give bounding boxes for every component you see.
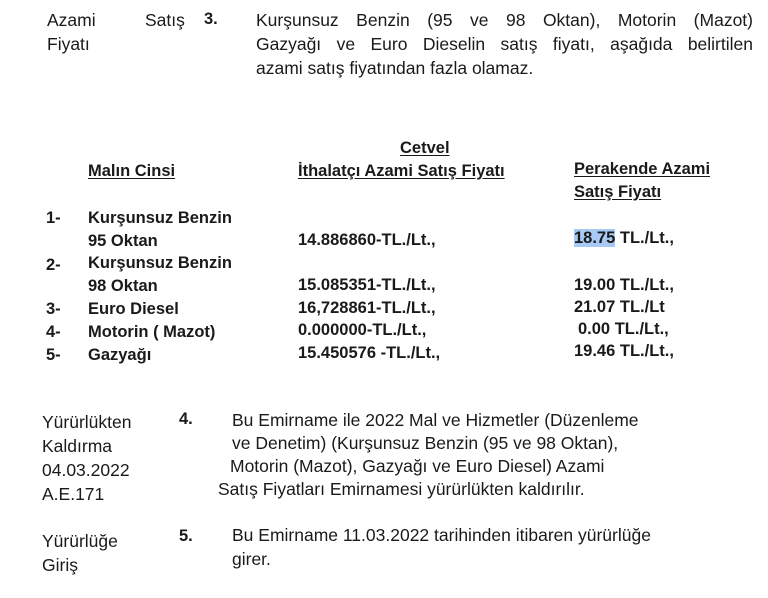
article4-number: 4. (179, 410, 193, 428)
row1-retail-unit: TL./Lt., (615, 229, 674, 247)
row1-name-line2: 95 Oktan (88, 232, 158, 250)
article3-side-satis: Satış (145, 10, 185, 30)
col-header-item: Malın Cinsi (88, 162, 176, 180)
col-header-retail-line2: Satış Fiyatı (574, 183, 662, 201)
article3-number: 3. (204, 10, 218, 28)
article3-line-2: Gazyağı ve Euro Dieselin satış fiyatı, aşağıda belirtilen (256, 34, 753, 54)
article4-side-date: 04.03.2022 (42, 460, 130, 480)
article4-side-line1: Yürürlükten (42, 412, 132, 432)
article5-side-line1: Yürürlüğe (42, 531, 118, 551)
table-title: Cetvel (400, 139, 450, 157)
col-header-retail-line1: Perakende Azami (574, 160, 711, 178)
row4-name: Motorin ( Mazot) (88, 323, 216, 341)
article3-side-azami: Azami (47, 10, 96, 30)
col-header-import-price: İthalatçı Azami Satış Fiyatı (298, 162, 505, 180)
row2-name-line1: Kurşunsuz Benzin (88, 254, 232, 272)
row1-retail-price (574, 229, 674, 248)
row2-retail-price: 19.00 TL./Lt., (574, 276, 674, 294)
row1-import-price: 14.886860-TL./Lt., (298, 231, 436, 249)
row3-import-price: 16,728861-TL./Lt., (298, 299, 436, 317)
article5-line-1: Bu Emirname 11.03.2022 tarihinden itibaren yürürlüğe (232, 525, 651, 545)
article5-line-2: girer. (232, 549, 271, 569)
article4-side-line2: Kaldırma (42, 436, 113, 456)
article3-line-3: azami satış fiyatından fazla olamaz. (256, 58, 534, 78)
row2-import-price: 15.085351-TL./Lt., (298, 276, 436, 294)
article3-side-fiyati: Fiyatı (47, 34, 90, 54)
article4-line-4: Satış Fiyatları Emirnamesi yürürlükten kaldırılır. (218, 479, 585, 499)
row4-import-price: 0.000000-TL./Lt., (298, 321, 427, 339)
row3-number: 3- (46, 300, 61, 318)
row3-name: Euro Diesel (88, 300, 179, 318)
row1-retail-highlight: 18.75 (574, 229, 616, 247)
row5-retail-price: 19.46 TL./Lt., (574, 342, 674, 360)
row5-import-price: 15.450576 -TL./Lt., (298, 344, 441, 362)
row1-number: 1- (46, 209, 61, 227)
row5-name: Gazyağı (88, 346, 152, 364)
article4-line-2: ve Denetim) (Kurşunsuz Benzin (95 ve 98 Oktan), (232, 433, 619, 453)
row1-name-line1: Kurşunsuz Benzin (88, 209, 232, 227)
row5-number: 5- (46, 346, 61, 364)
row2-name-line2: 98 Oktan (88, 277, 158, 295)
article3-line-1: Kurşunsuz Benzin (95 ve 98 Oktan), Motorin (Mazot) (256, 10, 753, 30)
row4-retail-price: 0.00 TL./Lt., (578, 320, 669, 338)
article4-line-1: Bu Emirname ile 2022 Mal ve Hizmetler (Düzenleme (232, 410, 639, 430)
article4-line-3: Motorin (Mazot), Gazyağı ve Euro Diesel) Azami (230, 456, 605, 476)
article4-side-ref: A.E.171 (42, 484, 105, 504)
article5-number: 5. (179, 527, 193, 545)
article5-side-line2: Giriş (42, 555, 78, 575)
row2-number: 2- (46, 256, 61, 274)
row4-number: 4- (46, 323, 61, 341)
row3-retail-price: 21.07 TL./Lt (574, 298, 665, 316)
